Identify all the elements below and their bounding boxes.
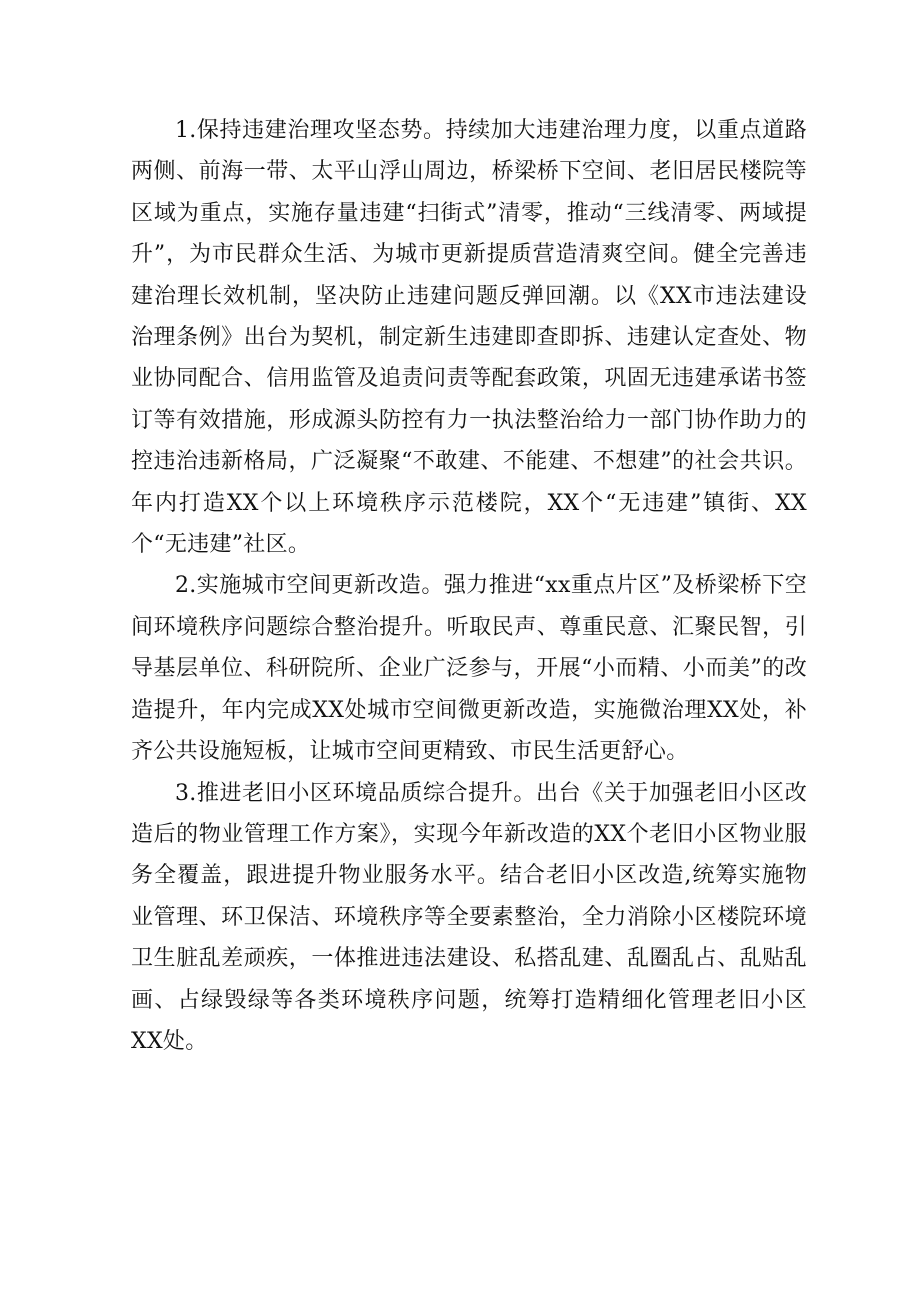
document-body [131, 110, 807, 1062]
paragraph-violation-governance: 1.保持违建治理攻坚态势。持续加大违建治理力度，以重点道路两侧、前海一带、太平山浮山周边，桥梁桥下空间、老旧居民楼院等区域为重点，实施存量违建“扫街式”清零，推动“三线清零、两域提升”，为市民群众生活、为城市更新提质营造清爽空间。健全完善违建治理长效机制，坚决防止违建问题反弹回潮。以《XX市违法建设治理条例》出台为契机，制定新生违建即查即拆、违建认定查处、物业协同配合、信用监管及追责问责等配套政策，巩固无违建承诺书签订等有效措施，形成源头防控有力一执法整治给力一部门协作助力的控违治违新格局，广泛凝聚“不敢建、不能建、不想建”的社会共识。年内打造XX个以上环境秩序示范楼院，XX个“无违建”镇街、XX个“无违建”社区。 [131, 118, 807, 558]
paragraph-urban-space-renewal: 2.实施城市空间更新改造。强力推进“xx重点片区”及桥梁桥下空间环境秩序问题综合整治提升。听取民声、尊重民意、汇聚民智，引导基层单位、科研院所、企业广泛参与，开展“小而精、小而美”的改造提升，年内完成XX处城市空间微更新改造，实施微治理XX处，补齐公共设施短板，让城市空间更精致、市民生活更舒心。 [131, 573, 807, 765]
paragraph-old-community-upgrade: 3.推进老旧小区环境品质综合提升。出台《关于加强老旧小区改造后的物业管理工作方案》，实现今年新改造的XX个老旧小区物业服务全覆盖，跟进提升物业服务水平。结合老旧小区改造,统筹实施物业管理、环卫保洁、环境秩序等全要素整治，全力消除小区楼院环境卫生脏乱差顽疾，一体推进违法建设、私搭乱建、乱圈乱占、乱贴乱画、占绿毁绿等各类环境秩序问题，统筹打造精细化管理老旧小区XX处。 [131, 780, 807, 1054]
